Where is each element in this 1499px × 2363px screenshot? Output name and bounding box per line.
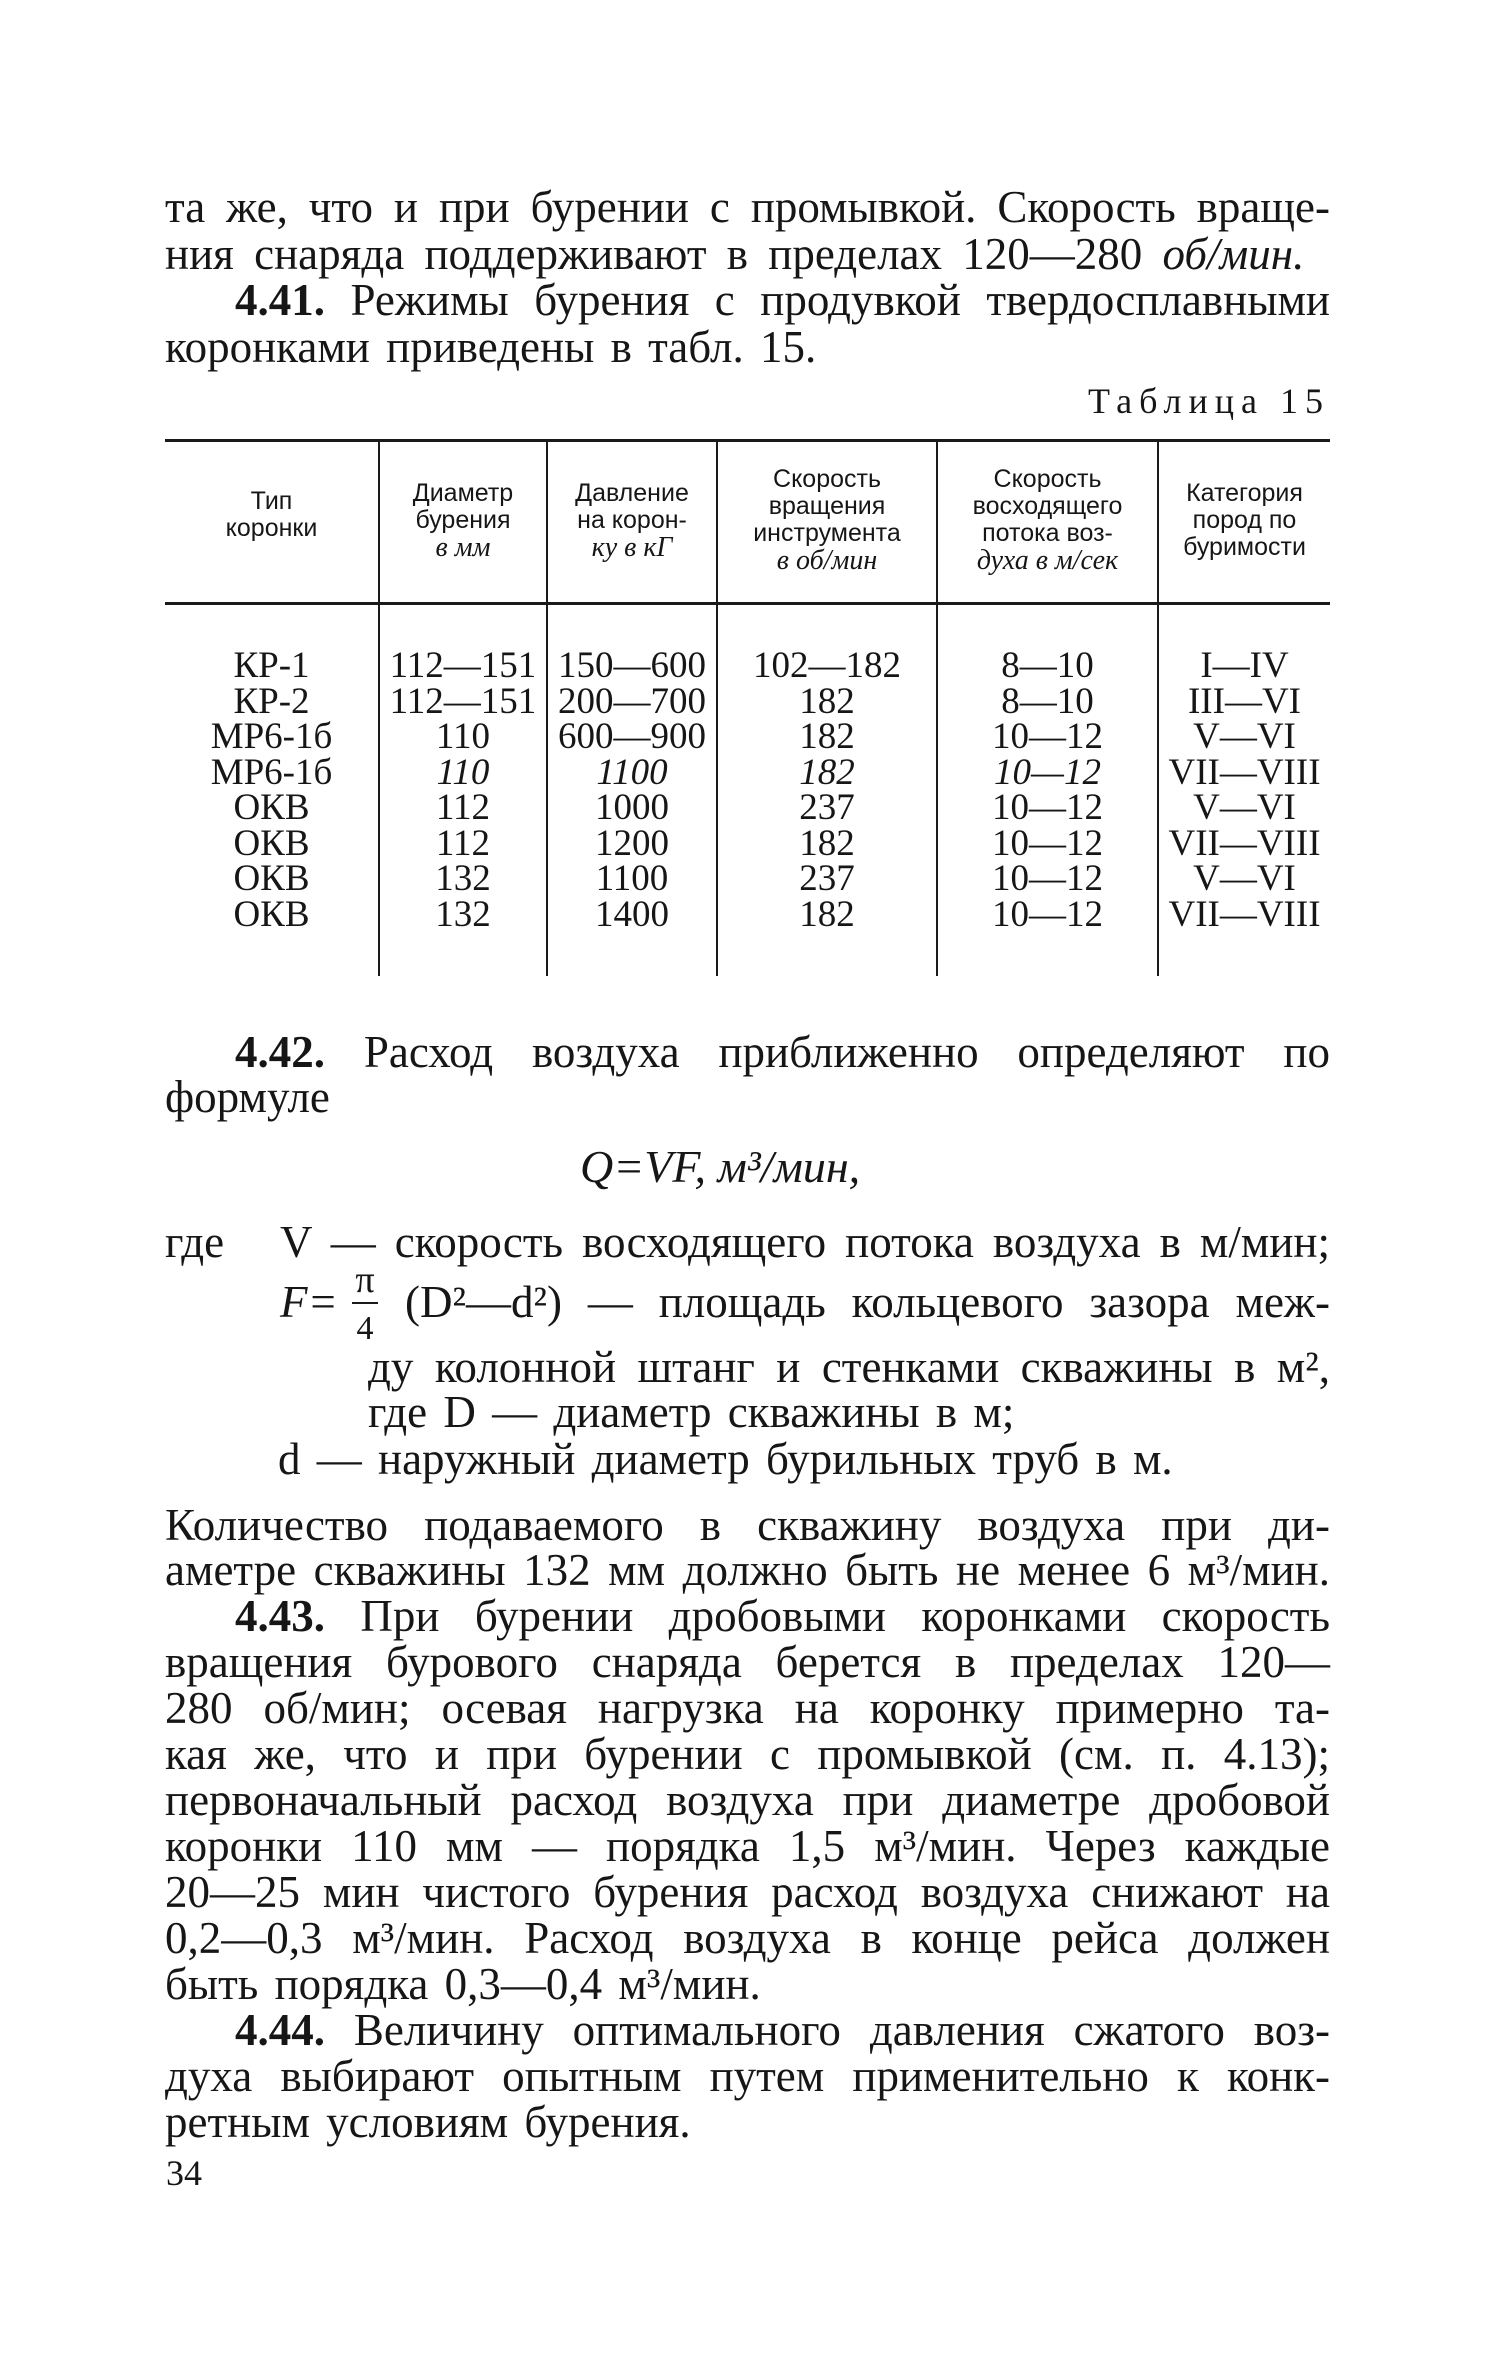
table-top-rule xyxy=(165,439,1330,442)
table-cell: 1200 xyxy=(595,822,669,864)
table-cell: 150—600 xyxy=(558,645,706,686)
table-cell: 10—12 xyxy=(992,858,1103,899)
table-cell: 112 xyxy=(435,822,491,864)
table-header-rule xyxy=(165,602,1330,605)
column-speed xyxy=(718,645,936,935)
para-4-43-line-3: 280 об/мин; осевая нагрузка на коронку примерно та- xyxy=(165,1683,1330,1733)
table-cell: ОКВ xyxy=(233,822,310,864)
table-cell: V—VI xyxy=(1193,716,1296,757)
header-category: Категория пород по буримости xyxy=(1183,479,1306,561)
table-cell: 10—12 xyxy=(992,787,1103,828)
table-cell: 8—10 xyxy=(1001,645,1094,686)
table-cell: 110 xyxy=(435,716,491,757)
table-cell: V—VI xyxy=(1193,858,1296,899)
header-type: Тип коронки xyxy=(225,487,318,542)
table-cell: 10—12 xyxy=(994,751,1101,793)
header-speed: Скорость вращения инструмента в об/мин xyxy=(753,465,901,576)
table-cell: 8—10 xyxy=(1001,680,1094,722)
fraction-four: 4 xyxy=(356,1310,374,1347)
table-cell: 132 xyxy=(435,893,491,935)
column-air-speed xyxy=(938,645,1157,935)
table-cell: V—VI xyxy=(1193,787,1296,828)
table-cell: 102—182 xyxy=(753,645,901,686)
table-cell: 182 xyxy=(799,751,855,793)
para-4-43-line-9: быть порядка 0,3—0,4 м³/мин. xyxy=(165,1959,761,2009)
table-cell: 10—12 xyxy=(992,822,1103,864)
para-4-43-line-1: 4.43. При бурении дробовыми коронками скорость xyxy=(235,1591,1330,1641)
para-4-44-line-1: 4.44. Величину оптимального давления сжатого воз- xyxy=(235,2005,1330,2055)
table-cell: 112 xyxy=(435,787,491,828)
definition-d: d — наружный диаметр бурильных труб в м. xyxy=(278,1434,1173,1484)
table-cell: 1100 xyxy=(595,858,669,899)
para-4-43-line-8: 0,2—0,3 м³/мин. Расход воздуха в конце рейса должен xyxy=(165,1913,1330,1963)
table-cell: 182 xyxy=(799,893,855,935)
intro-line-2: ния снаряда поддерживают в пределах 120—280 об/мин. xyxy=(165,229,1305,279)
column-pressure xyxy=(548,645,716,935)
para-4-42-line-1: 4.42. Расход воздуха приближенно определяют по xyxy=(235,1027,1330,1077)
table-cell: 237 xyxy=(799,787,855,828)
table-cell: 182 xyxy=(799,822,855,864)
table-cell: КР-1 xyxy=(233,645,310,686)
table-cell: 10—12 xyxy=(992,716,1103,757)
para-4-44-line-3: ретным условиям бурения. xyxy=(165,2097,691,2147)
table-cell: I—IV xyxy=(1200,645,1289,686)
definition-v: V — скорость восходящего потока воздуха в м/мин; xyxy=(280,1217,1330,1267)
para-4-41-line-2: коронками приведены в табл. 15. xyxy=(165,322,817,372)
para-4-43-line-2: вращения бурового снаряда берется в пределах 120— xyxy=(165,1637,1330,1687)
table-cell: 110 xyxy=(436,751,490,793)
table-cell: ОКВ xyxy=(233,893,310,935)
table-cell: 237 xyxy=(799,858,855,899)
definition-f-cont-1: ду колонной штанг и стенками скважины в м², xyxy=(368,1342,1330,1392)
para-4-42-line-2: формуле xyxy=(165,1072,330,1122)
table-cell: 200—700 xyxy=(558,680,706,722)
table-cell: КР-2 xyxy=(233,680,310,722)
table-cell: 1400 xyxy=(595,893,669,935)
para-4-43-line-5: первоначальный расход воздуха при диаметре дробовой xyxy=(165,1775,1330,1825)
table-cell: ОКВ xyxy=(233,787,310,828)
table-cell: 112—151 xyxy=(389,680,537,722)
column-category xyxy=(1159,645,1330,935)
table-cell: МР6-1б xyxy=(210,751,333,793)
definition-f: (D²—d²) — площадь кольцевого зазора меж- xyxy=(405,1277,1330,1327)
where-label: где xyxy=(165,1217,225,1267)
table-cell: VII—VIII xyxy=(1168,822,1321,864)
para-4-43-line-4: кая же, что и при бурении с промывкой (см. п. 4.13); xyxy=(165,1729,1330,1779)
definition-f-cont-2: где D — диаметр скважины в м; xyxy=(368,1387,1015,1437)
table-cell: VII—VIII xyxy=(1168,893,1321,935)
formula: Q=VF, м³/мин, xyxy=(580,1141,861,1192)
definition-f-lhs: F= xyxy=(280,1277,338,1327)
table-cell: ОКВ xyxy=(233,858,310,899)
table-cell: 132 xyxy=(435,858,491,899)
intro-line-1: та же, что и при бурении с промывкой. Скорость враще- xyxy=(165,182,1330,232)
table-cell: 1100 xyxy=(596,751,668,793)
header-diameter: Диаметр бурения в мм xyxy=(412,479,514,563)
table-cell: 1000 xyxy=(595,787,669,828)
amount-line-1: Количество подаваемого в скважину воздуха при ди- xyxy=(165,1500,1330,1550)
table-cell: 112—151 xyxy=(389,645,537,686)
fraction-pi: π xyxy=(355,1259,375,1301)
table-cell: III—VI xyxy=(1187,680,1301,722)
column-type xyxy=(165,645,378,935)
amount-line-2: аметре скважины 132 мм должно быть не менее 6 м³/мин. xyxy=(165,1545,1330,1595)
column-diameter xyxy=(380,645,546,935)
para-4-43-line-6: коронки 110 мм — порядка 1,5 м³/мин. Через каждые xyxy=(165,1821,1330,1871)
table-cell: VII—VIII xyxy=(1168,751,1321,793)
table-cell: 182 xyxy=(799,680,855,722)
table-caption: Таблица 15 xyxy=(1088,381,1330,421)
fraction-bar xyxy=(352,1302,378,1304)
table-cell: 600—900 xyxy=(558,716,706,757)
para-4-41-line-1: 4.41. Режимы бурения с продувкой твердосплавными xyxy=(235,275,1330,325)
table-cell: МР6-1б xyxy=(210,716,333,757)
table-cell: 10—12 xyxy=(992,893,1103,935)
para-4-43-line-7: 20—25 мин чистого бурения расход воздуха снижают на xyxy=(165,1867,1330,1917)
header-air-speed: Скорость восходящего потока воз- духа в м/сек xyxy=(972,465,1123,576)
para-4-44-line-2: духа выбирают опытным путем применительно к конк- xyxy=(165,2051,1330,2101)
page-number: 34 xyxy=(166,2153,202,2193)
table-cell: 182 xyxy=(799,716,855,757)
header-pressure: Давление на корон- ку в кГ xyxy=(575,479,689,563)
